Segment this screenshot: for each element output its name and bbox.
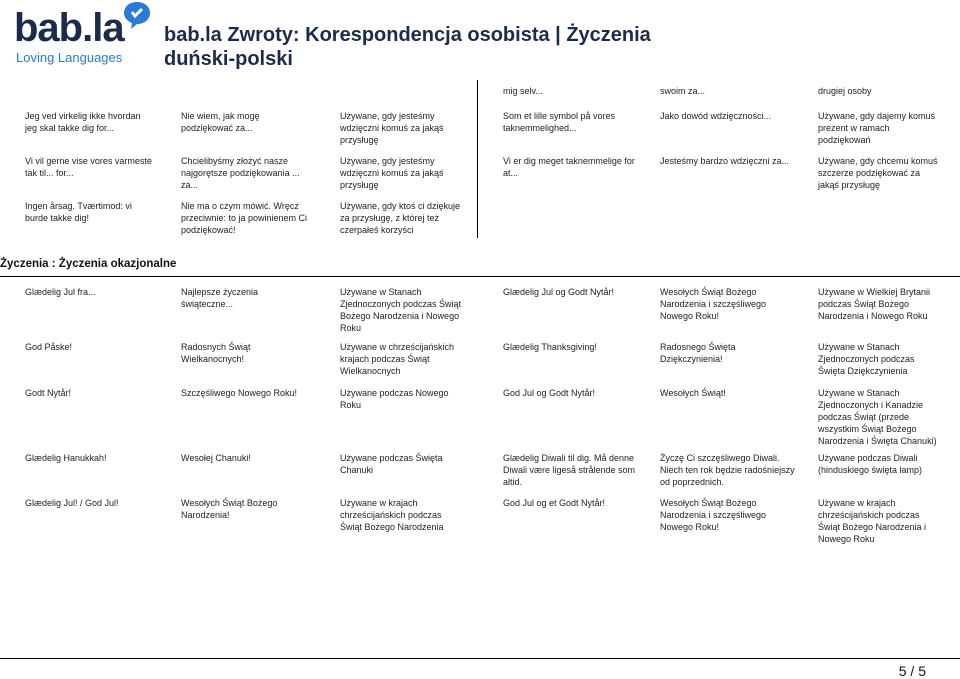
phrase-cell: Glædelig Diwali til dig. Må denne Diwali være ligeså strålende som altid. [503, 453, 636, 487]
phrase-cell: Jako dowód wdzięczności... [660, 111, 772, 121]
title-line-2: duński-polski [164, 48, 293, 70]
usage-cell: Używane w krajach chrześcijańskich podczas Świąt Bożego Narodzenia i Nowego Roku [818, 498, 927, 544]
partial-row-text-2: swoim za... [660, 86, 706, 96]
phrase-cell: Wesołych Świąt Bożego Narodzenia i szczęśliwego Nowego Roku! [660, 287, 767, 321]
phrase-cell: Vi er dig meget taknemmelige for at... [503, 156, 635, 178]
usage-cell: Używane, gdy chcemu komuś szczerze podziękować za jakąś przysługę [818, 156, 938, 190]
usage-cell: Używane, gdy dajemy komuś prezent w ramach podziękowań [818, 111, 936, 145]
usage-cell: Używane w krajach chrześcijańskich podczas Świąt Bożego Narodzenia [340, 498, 444, 532]
phrase-cell: Wesołych Świąt Bożego Narodzenia i szczęśliwego Nowego Roku! [660, 498, 767, 532]
phrase-cell: Życzę Ci szczęśliwego Diwali. Niech ten rok będzie radośniejszy od poprzednich. [660, 453, 795, 487]
phrase-cell: Glædelig Thanksgiving! [503, 342, 597, 352]
phrase-cell: Vi vil gerne vise vores varmeste tak til... for... [25, 156, 152, 178]
partial-row-text-3: drugiej osoby [818, 86, 872, 96]
phrase-cell: Radosnego Święta Dziękczynienia! [660, 342, 736, 364]
phrase-cell: Glædelig Jul! / God Jul! [25, 498, 119, 508]
page-number: 5 / 5 [898, 663, 926, 679]
phrase-cell: Glædelig Jul fra... [25, 287, 96, 297]
title-line-1: bab.la Zwroty: Korespondencja osobista | Życzenia [164, 24, 651, 46]
phrase-cell: Godt Nytår! [25, 388, 72, 398]
usage-cell: Używane w Stanach Zjednoczonych podczas Święta Dziękczynienia [818, 342, 915, 376]
usage-cell: Używane, gdy jesteśmy wdzięczni komuś za jakąś przysługę [340, 111, 444, 145]
partial-row-text-1: mig selv... [503, 86, 543, 96]
footer-divider [0, 658, 960, 659]
usage-cell: Używane w chrześcijańskich krajach podczas Świąt Wielkanocnych [340, 342, 455, 376]
usage-cell: Używane w Stanach Zjednoczonych i Kanadzie podczas Świąt (przede wszystkim Świąt Bożego Narodzenia i Święta Chanuki) [818, 388, 937, 446]
phrase-cell: Ingen årsag. Tværtimod: vi burde takke dig! [25, 201, 132, 223]
usage-cell: Używane podczas Święta Chanuki [340, 453, 443, 475]
usage-cell: Używane, gdy ktoś ci dziękuje za przysługę, z której też czerpałeś korzyści [340, 201, 461, 235]
phrase-cell: Glædelig Jul og Godt Nytår! [503, 287, 615, 297]
usage-cell: Używane podczas Diwali (hinduskiego święta lamp) [818, 453, 923, 475]
phrase-cell: Nie wiem, jak mogę podziękować za... [181, 111, 260, 133]
usage-cell: Używane w Wielkiej Brytanii podczas Świąt Bożego Narodzenia i Nowego Roku [818, 287, 931, 321]
phrase-cell: Chcielibyśmy złożyć nasze najgorętsze podziękowania ... za... [181, 156, 300, 190]
phrase-cell: God Påske! [25, 342, 73, 352]
phrase-cell: Wesołej Chanuki! [181, 453, 251, 463]
phrase-cell: Wesołych Świąt! [660, 388, 726, 398]
phrase-cell: Szczęśliwego Nowego Roku! [181, 388, 298, 398]
column-divider [477, 80, 478, 238]
logo-tagline: Loving Languages [16, 50, 123, 65]
phrase-cell: Najlepsze życzenia świąteczne... [181, 287, 259, 309]
phrase-cell: Jesteśmy bardzo wdzięczni za... [660, 156, 790, 166]
usage-cell: Używane podczas Nowego Roku [340, 388, 449, 410]
phrase-cell: God Jul og et Godt Nytår! [503, 498, 606, 508]
section-divider [0, 276, 960, 277]
speech-bubble-icon [122, 0, 152, 30]
phrase-cell: Nie ma o czym mówić. Wręcz przeciwnie: to ja powinienem Ci podziękować! [181, 201, 308, 235]
phrase-cell: Wesołych Świąt Bożego Narodzenia! [181, 498, 278, 520]
phrase-cell: Jeg ved virkelig ikke hvordan jeg skal takke dig for... [25, 111, 141, 133]
logo-wordmark: bab.la [14, 6, 124, 50]
phrase-cell: God Jul og Godt Nytår! [503, 388, 596, 398]
usage-cell: Używane, gdy jesteśmy wdzięczni komuś za jakąś przysługę [340, 156, 444, 190]
babla-logo[interactable] [14, 2, 154, 68]
phrase-cell: Glædelig Hanukkah! [25, 453, 107, 463]
phrase-cell: Som et lille symbol på vores taknemmelighed... [503, 111, 616, 133]
page-title [164, 23, 651, 71]
phrase-cell: Radosnych Świąt Wielkanocnych! [181, 342, 251, 364]
usage-cell: Używane w Stanach Zjednoczonych podczas Świąt Bożego Narodzenia i Nowego Roku [340, 287, 462, 333]
section-title: Życzenia : Życzenia okazjonalne [0, 258, 177, 270]
